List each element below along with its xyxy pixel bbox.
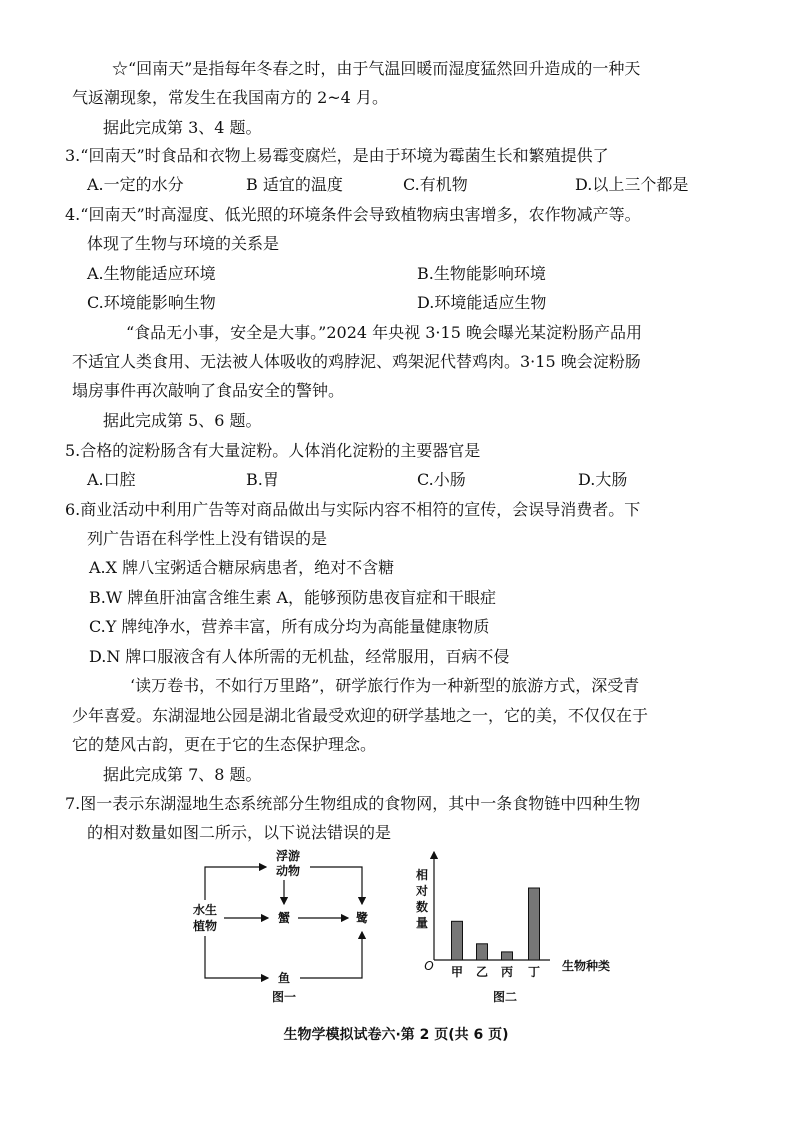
figure-2-caption: 图二 [492,990,518,1004]
y-axis-label-char: 数 [415,900,429,914]
instruction-line: 据此完成第 5、6 题。 [103,411,262,430]
intro-paragraph-3-line-1: ‘读万卷书，不如行万里路”，研学旅行作为一种新型的旅游方式，深受青 [130,676,640,695]
question-3-option-d: D.以上三个都是 [575,175,689,194]
question-3-option-c: C.有机物 [403,175,468,194]
instruction-line: 据此完成第 7、8 题。 [103,765,262,784]
intro-paragraph-1-line-1: ☆“回南天”是指每年冬春之时，由于气温回暖而湿度猛然回升造成的一种天 [112,59,641,78]
bar-0 [452,921,463,960]
arrow-plant-to-fish [205,936,268,978]
arrow-fish-to-heron [300,932,362,978]
y-axis-label-char: 对 [415,884,429,898]
figure-1-caption: 图一 [271,990,297,1004]
food-web-diagram [180,848,380,1010]
question-5-option-b: B.胃 [246,470,279,489]
y-axis-label-char: 相 [415,868,429,882]
question-4-option-a: A.生物能适应环境 [87,264,216,283]
question-3-option-a: A.一定的水分 [87,175,184,194]
relative-quantity-bar-chart [410,848,620,1010]
question-3-option-b: B 适宜的温度 [246,175,343,194]
origin-label: O [424,959,434,973]
intro-paragraph-2-line-2: 不适宜人类食用、无法被人体吸收的鸡脖泥、鸡架泥代替鸡肉。3·15 晚会淀粉肠 [72,352,641,371]
intro-paragraph-2-line-3: 塌房事件再次敲响了食品安全的警钟。 [72,381,345,400]
node-plankton-line-1: 浮游 [275,849,301,863]
question-5-option-d: D.大肠 [578,470,628,489]
intro-paragraph-2-line-1: “食品无小事，安全是大事。”2024 年央视 3·15 晚会曝光某淀粉肠产品用 [126,323,642,342]
arrow-plant-to-plankton [205,867,266,900]
y-axis-label-char: 量 [415,916,429,930]
intro-paragraph-3-line-3: 它的楚风古韵，更在于它的生态保护理念。 [72,735,377,754]
bar-2 [502,952,513,960]
x-tick-label-1: 乙 [475,965,489,979]
node-water-plant-line-1: 水生 [192,903,218,917]
node-water-plant-line-2: 植物 [192,919,218,933]
page-footer: 生物学模拟试卷六·第 2 页(共 6 页) [283,1027,509,1043]
question-6-stem-line-1: 6.商业活动中利用广告等对商品做出与实际内容不相符的宣传，会误导消费者。下 [65,500,641,519]
question-6-option-d: D.N 牌口服液含有人体所需的无机盐，经常服用，百病不侵 [89,647,510,666]
question-6-option-c: C.Y 牌纯净水，营养丰富，所有成分均为高能量健康物质 [89,617,490,636]
question-3-stem: 3.“回南天”时食品和衣物上易霉变腐烂，是由于环境为霉菌生长和繁殖提供了 [65,146,609,165]
question-4-option-c: C.环境能影响生物 [87,293,216,312]
instruction-line: 据此完成第 3、4 题。 [103,118,262,137]
intro-paragraph-3-line-2: 少年喜爱。东湖湿地公园是湖北省最受欢迎的研学基地之一，它的美，不仅仅在于 [72,706,649,725]
bar-3 [529,888,540,960]
node-plankton-line-2: 动物 [275,864,301,878]
node-fish: 鱼 [277,971,291,985]
question-4-option-d: D.环境能适应生物 [417,293,547,312]
question-6-option-b: B.W 牌鱼肝油富含维生素 A，能够预防患夜盲症和干眼症 [89,588,497,607]
x-tick-label-3: 丁 [527,965,541,979]
x-tick-label-2: 丙 [500,965,514,979]
question-6-option-a: A.X 牌八宝粥适合糖尿病患者，绝对不含糖 [89,558,395,577]
x-tick-label-0: 甲 [450,965,464,979]
question-6-stem-line-2: 列广告语在科学性上没有错误的是 [87,529,328,548]
question-5-option-a: A.口腔 [87,470,136,489]
question-7-stem-line-1: 7.图一表示东湖湿地生态系统部分生物组成的食物网，其中一条食物链中四种生物 [65,794,641,813]
question-4-stem-line-2: 体现了生物与环境的关系是 [87,234,280,253]
x-axis-label: 生物种类 [561,959,611,973]
bar-1 [477,944,488,960]
node-heron: 鹭 [355,911,369,925]
question-5-stem: 5.合格的淀粉肠含有大量淀粉。人体消化淀粉的主要器官是 [65,441,481,460]
intro-paragraph-1-line-2: 气返潮现象，常发生在我国南方的 2~4 月。 [72,88,388,107]
arrow-plankton-to-heron [310,867,362,904]
node-crab: 蟹 [277,911,291,925]
question-4-option-b: B.生物能影响环境 [417,264,546,283]
question-4-stem-line-1: 4.“回南天”时高湿度、低光照的环境条件会导致植物病虫害增多，农作物减产等。 [65,205,641,224]
question-5-option-c: C.小肠 [417,470,466,489]
question-7-stem-line-2: 的相对数量如图二所示，以下说法错误的是 [87,823,392,842]
